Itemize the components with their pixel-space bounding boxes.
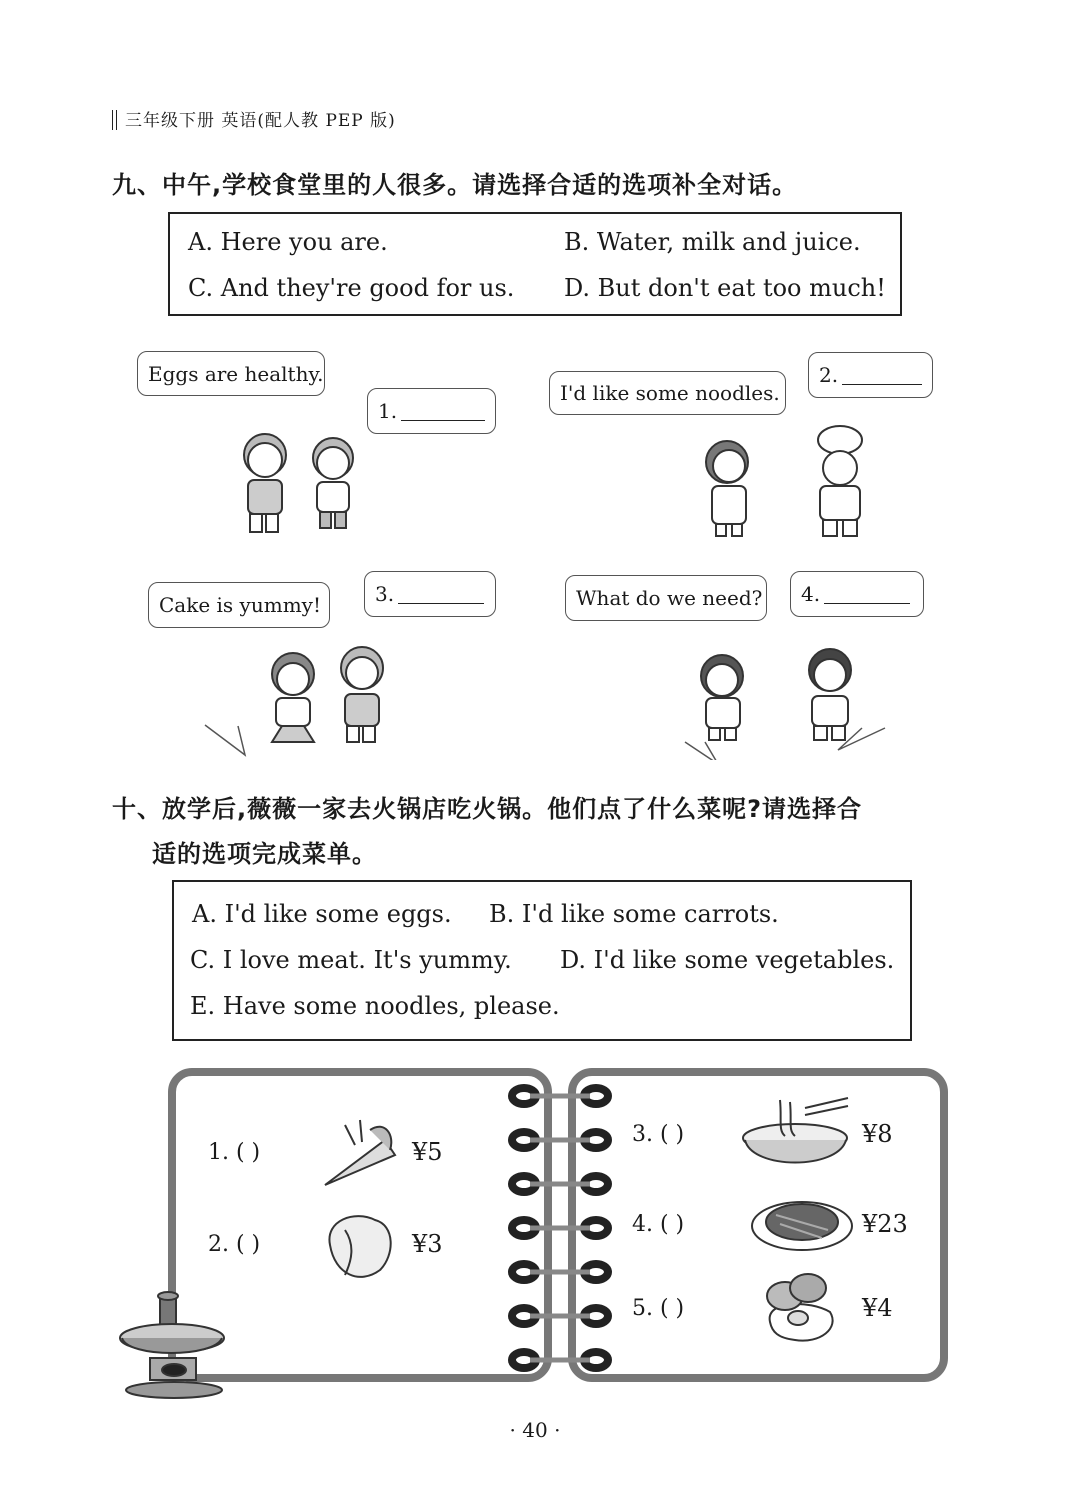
option-b: B. I'd like some carrots. <box>489 900 779 928</box>
answer-blank[interactable] <box>842 366 922 385</box>
blank-number: 3. <box>375 582 395 606</box>
menu-item-2[interactable]: 2. ( ) <box>208 1232 261 1257</box>
boy-figure <box>809 649 851 740</box>
answer-bubble-2 <box>808 352 933 398</box>
notebook-rings <box>512 1088 608 1368</box>
blank-number: 1. <box>378 399 398 423</box>
section9-title: 九、中午,学校食堂里的人很多。请选择合适的选项补全对话。 <box>112 171 798 199</box>
boy-figure <box>313 438 353 528</box>
speech-bubble-3: Cake is yummy! <box>148 582 330 628</box>
section10-title-line1: 十、放学后,薇薇一家去火锅店吃火锅。他们点了什么菜呢?请选择合 <box>112 795 863 823</box>
girl-figure <box>701 655 743 740</box>
speech-bubble-2: I'd like some noodles. <box>549 371 786 415</box>
section9-options-box <box>168 212 902 316</box>
chef-figure <box>818 426 862 536</box>
section10-title-line2: 适的选项完成菜单。 <box>152 840 377 868</box>
option-a: A. Here you are. <box>188 228 388 256</box>
menu-item-4[interactable]: 4. ( ) <box>632 1212 685 1237</box>
boy-figure <box>341 647 383 742</box>
carrot-icon <box>325 1120 395 1185</box>
menu-price-2: ¥3 <box>412 1230 443 1258</box>
option-e: E. Have some noodles, please. <box>190 992 560 1020</box>
menu-notebook <box>0 1060 1070 1410</box>
menu-item-5[interactable]: 5. ( ) <box>632 1296 685 1321</box>
option-d: D. But don't eat too much! <box>564 274 886 302</box>
option-b: B. Water, milk and juice. <box>564 228 861 256</box>
speech-bubble-4: What do we need? <box>565 575 767 621</box>
blank-number: 2. <box>819 363 839 387</box>
answer-bubble-4 <box>790 571 924 617</box>
page-header <box>112 106 396 131</box>
bubble-tail <box>685 742 718 760</box>
option-a: A. I'd like some eggs. <box>192 900 452 928</box>
option-c: C. I love meat. It's yummy. <box>190 946 512 974</box>
header-text: 三年级下册 英语(配人教 PEP 版) <box>125 111 396 131</box>
noodles-icon <box>743 1098 848 1163</box>
option-d: D. I'd like some vegetables. <box>560 946 895 974</box>
page-number: · 40 · <box>509 1418 561 1442</box>
section10-options-box <box>172 880 912 1041</box>
speech-bubble-1: Eggs are healthy. <box>137 351 325 396</box>
menu-price-1: ¥5 <box>412 1138 443 1166</box>
answer-blank[interactable] <box>398 585 484 604</box>
menu-price-4: ¥23 <box>862 1210 908 1238</box>
option-c: C. And they're good for us. <box>188 274 515 302</box>
answer-bubble-3 <box>364 571 496 617</box>
answer-bubble-1 <box>367 388 496 434</box>
bubble-tail <box>205 725 245 755</box>
header-bar <box>112 110 117 130</box>
menu-price-5: ¥4 <box>862 1294 893 1322</box>
hotpot-icon <box>120 1292 224 1398</box>
eggs-icon <box>767 1274 833 1341</box>
cabbage-icon <box>329 1216 390 1277</box>
boy-figure <box>244 434 286 532</box>
answer-blank[interactable] <box>824 585 910 604</box>
menu-item-3[interactable]: 3. ( ) <box>632 1122 685 1147</box>
girl-figure <box>272 653 314 742</box>
answer-blank[interactable] <box>401 402 485 421</box>
girl-figure <box>706 441 748 536</box>
menu-item-1[interactable]: 1. ( ) <box>208 1140 261 1165</box>
menu-price-3: ¥8 <box>862 1120 893 1148</box>
steak-icon <box>752 1202 852 1250</box>
blank-number: 4. <box>801 582 821 606</box>
